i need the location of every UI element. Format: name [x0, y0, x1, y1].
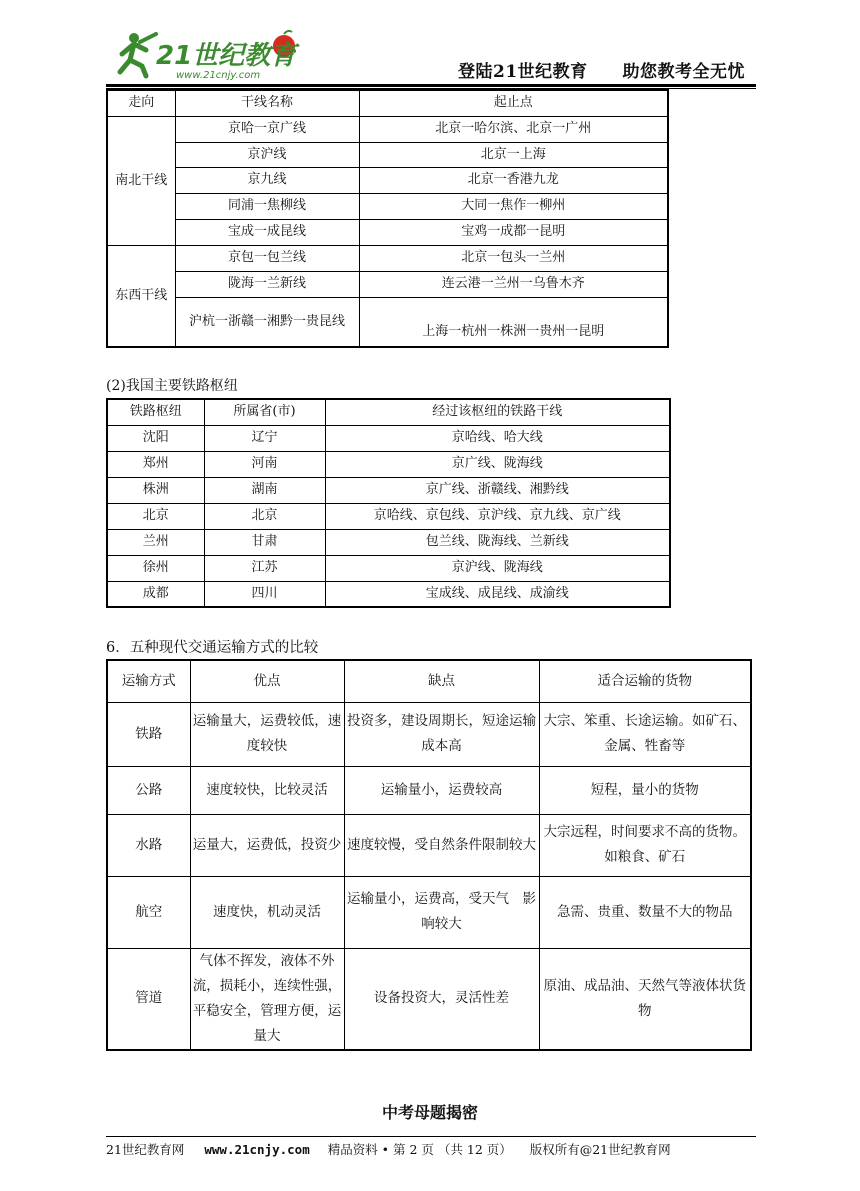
table-header-row: [107, 399, 670, 425]
footer-divider: [106, 1136, 756, 1137]
table-row: [107, 814, 751, 876]
table-row: [107, 702, 751, 766]
mode-cell: 铁路: [107, 702, 190, 766]
province-cell: 湖南: [204, 477, 325, 503]
table-row: [107, 142, 668, 167]
lines-cell: 京广线、浙赣线、湘黔线: [325, 477, 670, 503]
endpoints-cell: 连云港一兰州一乌鲁木齐: [359, 271, 668, 297]
endpoints-cell: 北京一上海: [359, 142, 668, 167]
line-name-cell: 宝成一成昆线: [175, 219, 359, 245]
table-row: [107, 271, 668, 297]
trunk-lines-table: [106, 89, 669, 348]
hub-cell: 郑州: [107, 451, 204, 477]
advantages-cell: 运量大，运费低，投资少: [190, 814, 344, 876]
hub-cell: 北京: [107, 503, 204, 529]
hub-cell: 沈阳: [107, 425, 204, 451]
table-row: [107, 167, 668, 193]
section-title: 中考母题揭密: [381, 1103, 478, 1122]
cargo-cell: 原油、成品油、天然气等液体状货物: [539, 948, 751, 1050]
endpoints-cell: 北京一包头一兰州: [359, 245, 668, 271]
table-row: [107, 193, 668, 219]
transport-comparison-table: [106, 659, 752, 1051]
lines-cell: 京哈线、哈大线: [325, 425, 670, 451]
mode-cell: 水路: [107, 814, 190, 876]
cargo-cell: 大宗、笨重、长途运输。如矿石、金属、牲畜等: [539, 702, 751, 766]
endpoints-cell: 大同一焦作一柳州: [359, 193, 668, 219]
header-divider: [106, 84, 756, 87]
hub-cell: 兰州: [107, 529, 204, 555]
line-name-cell: 沪杭一浙赣一湘黔一贵昆线: [175, 297, 359, 347]
table-row: [107, 451, 670, 477]
page-footer: [106, 1140, 671, 1158]
table-row: [107, 425, 670, 451]
header-slogan: [458, 57, 745, 82]
advantages-cell: 气体不挥发，液体不外流，损耗小，连续性强，平稳安全，管理方便，运量大: [190, 948, 344, 1050]
line-name-cell: 京九线: [175, 167, 359, 193]
column-header: 起止点: [359, 90, 668, 116]
hub-cell: 株洲: [107, 477, 204, 503]
disadvantages-cell: 设备投资大，灵活性差: [344, 948, 539, 1050]
province-cell: 甘肃: [204, 529, 325, 555]
disadvantages-cell: 运输量小，运费较高: [344, 766, 539, 814]
site-logo: [112, 28, 302, 84]
table-row: [107, 555, 670, 581]
footer-site: 21世纪教育网: [106, 1142, 185, 1157]
cargo-cell: 短程，量小的货物: [539, 766, 751, 814]
table-row: [107, 297, 668, 347]
logo-text: 21世纪教育: [156, 41, 297, 71]
province-cell: 四川: [204, 581, 325, 607]
mode-cell: 管道: [107, 948, 190, 1050]
endpoints-cell: 上海一杭州一株洲一贵州一昆明: [359, 297, 668, 347]
table-row: [107, 245, 668, 271]
disadvantages-cell: 投资多，建设周期长，短途运输成本高: [344, 702, 539, 766]
footer-page-info: 精品资料 • 第 2 页 （共 12 页）: [327, 1142, 512, 1157]
footer-copyright: 版权所有@21世纪教育网: [529, 1142, 671, 1157]
endpoints-cell: 北京一香港九龙: [359, 167, 668, 193]
line-name-cell: 京沪线: [175, 142, 359, 167]
lines-cell: 包兰线、陇海线、兰新线: [325, 529, 670, 555]
lines-cell: 京广线、陇海线: [325, 451, 670, 477]
table-row: [107, 766, 751, 814]
column-header: 经过该枢纽的铁路干线: [325, 399, 670, 425]
footer-url[interactable]: www.21cnjy.com: [204, 1142, 310, 1157]
table-header-row: [107, 90, 668, 116]
column-header: 所属省(市): [204, 399, 325, 425]
table-row: [107, 477, 670, 503]
direction-cell: 东西干线: [107, 245, 175, 347]
lines-cell: 京哈线、京包线、京沪线、京九线、京广线: [325, 503, 670, 529]
mode-cell: 航空: [107, 876, 190, 948]
disadvantages-cell: 速度较慢，受自然条件限制较大: [344, 814, 539, 876]
cargo-cell: 大宗远程，时间要求不高的货物。如粮食、矿石: [539, 814, 751, 876]
column-header: 运输方式: [107, 660, 190, 702]
line-name-cell: 京包一包兰线: [175, 245, 359, 271]
hub-table-caption: (2)我国主要铁路枢纽: [106, 378, 238, 394]
column-header: 干线名称: [175, 90, 359, 116]
hub-cell: 徐州: [107, 555, 204, 581]
column-header: 适合运输的货物: [539, 660, 751, 702]
table-row: [107, 876, 751, 948]
lines-cell: 京沪线、陇海线: [325, 555, 670, 581]
logo-url: www.21cnjy.com: [176, 70, 261, 81]
endpoints-cell: 宝鸡一成都一昆明: [359, 219, 668, 245]
slogan-motto: 助您教考全无忧: [622, 62, 746, 82]
endpoints-cell: 北京一哈尔滨、北京一广州: [359, 116, 668, 142]
column-header: 缺点: [344, 660, 539, 702]
hub-cell: 成都: [107, 581, 204, 607]
cargo-cell: 急需、贵重、数量不大的物品: [539, 876, 751, 948]
table-row: [107, 116, 668, 142]
table-row: [107, 581, 670, 607]
table-header-row: [107, 660, 751, 702]
table-row: [107, 529, 670, 555]
table-row: [107, 948, 751, 1050]
table-row: [107, 219, 668, 245]
line-name-cell: 陇海一兰新线: [175, 271, 359, 297]
advantages-cell: 速度快，机动灵活: [190, 876, 344, 948]
advantages-cell: 速度较快，比较灵活: [190, 766, 344, 814]
column-header: 铁路枢纽: [107, 399, 204, 425]
disadvantages-cell: 运输量小，运费高，受天气 影响较大: [344, 876, 539, 948]
province-cell: 辽宁: [204, 425, 325, 451]
province-cell: 江苏: [204, 555, 325, 581]
direction-cell: 南北干线: [107, 116, 175, 245]
slogan-site: 登陆21世纪教育: [458, 62, 588, 82]
advantages-cell: 运输量大，运费较低，速度较快: [190, 702, 344, 766]
transport-table-caption: 6．五种现代交通运输方式的比较: [106, 640, 319, 656]
railway-hubs-table: [106, 398, 671, 608]
table-row: [107, 503, 670, 529]
lines-cell: 宝成线、成昆线、成渝线: [325, 581, 670, 607]
column-header: 走向: [107, 90, 175, 116]
line-name-cell: 同浦一焦柳线: [175, 193, 359, 219]
line-name-cell: 京哈一京广线: [175, 116, 359, 142]
mode-cell: 公路: [107, 766, 190, 814]
column-header: 优点: [190, 660, 344, 702]
province-cell: 北京: [204, 503, 325, 529]
province-cell: 河南: [204, 451, 325, 477]
